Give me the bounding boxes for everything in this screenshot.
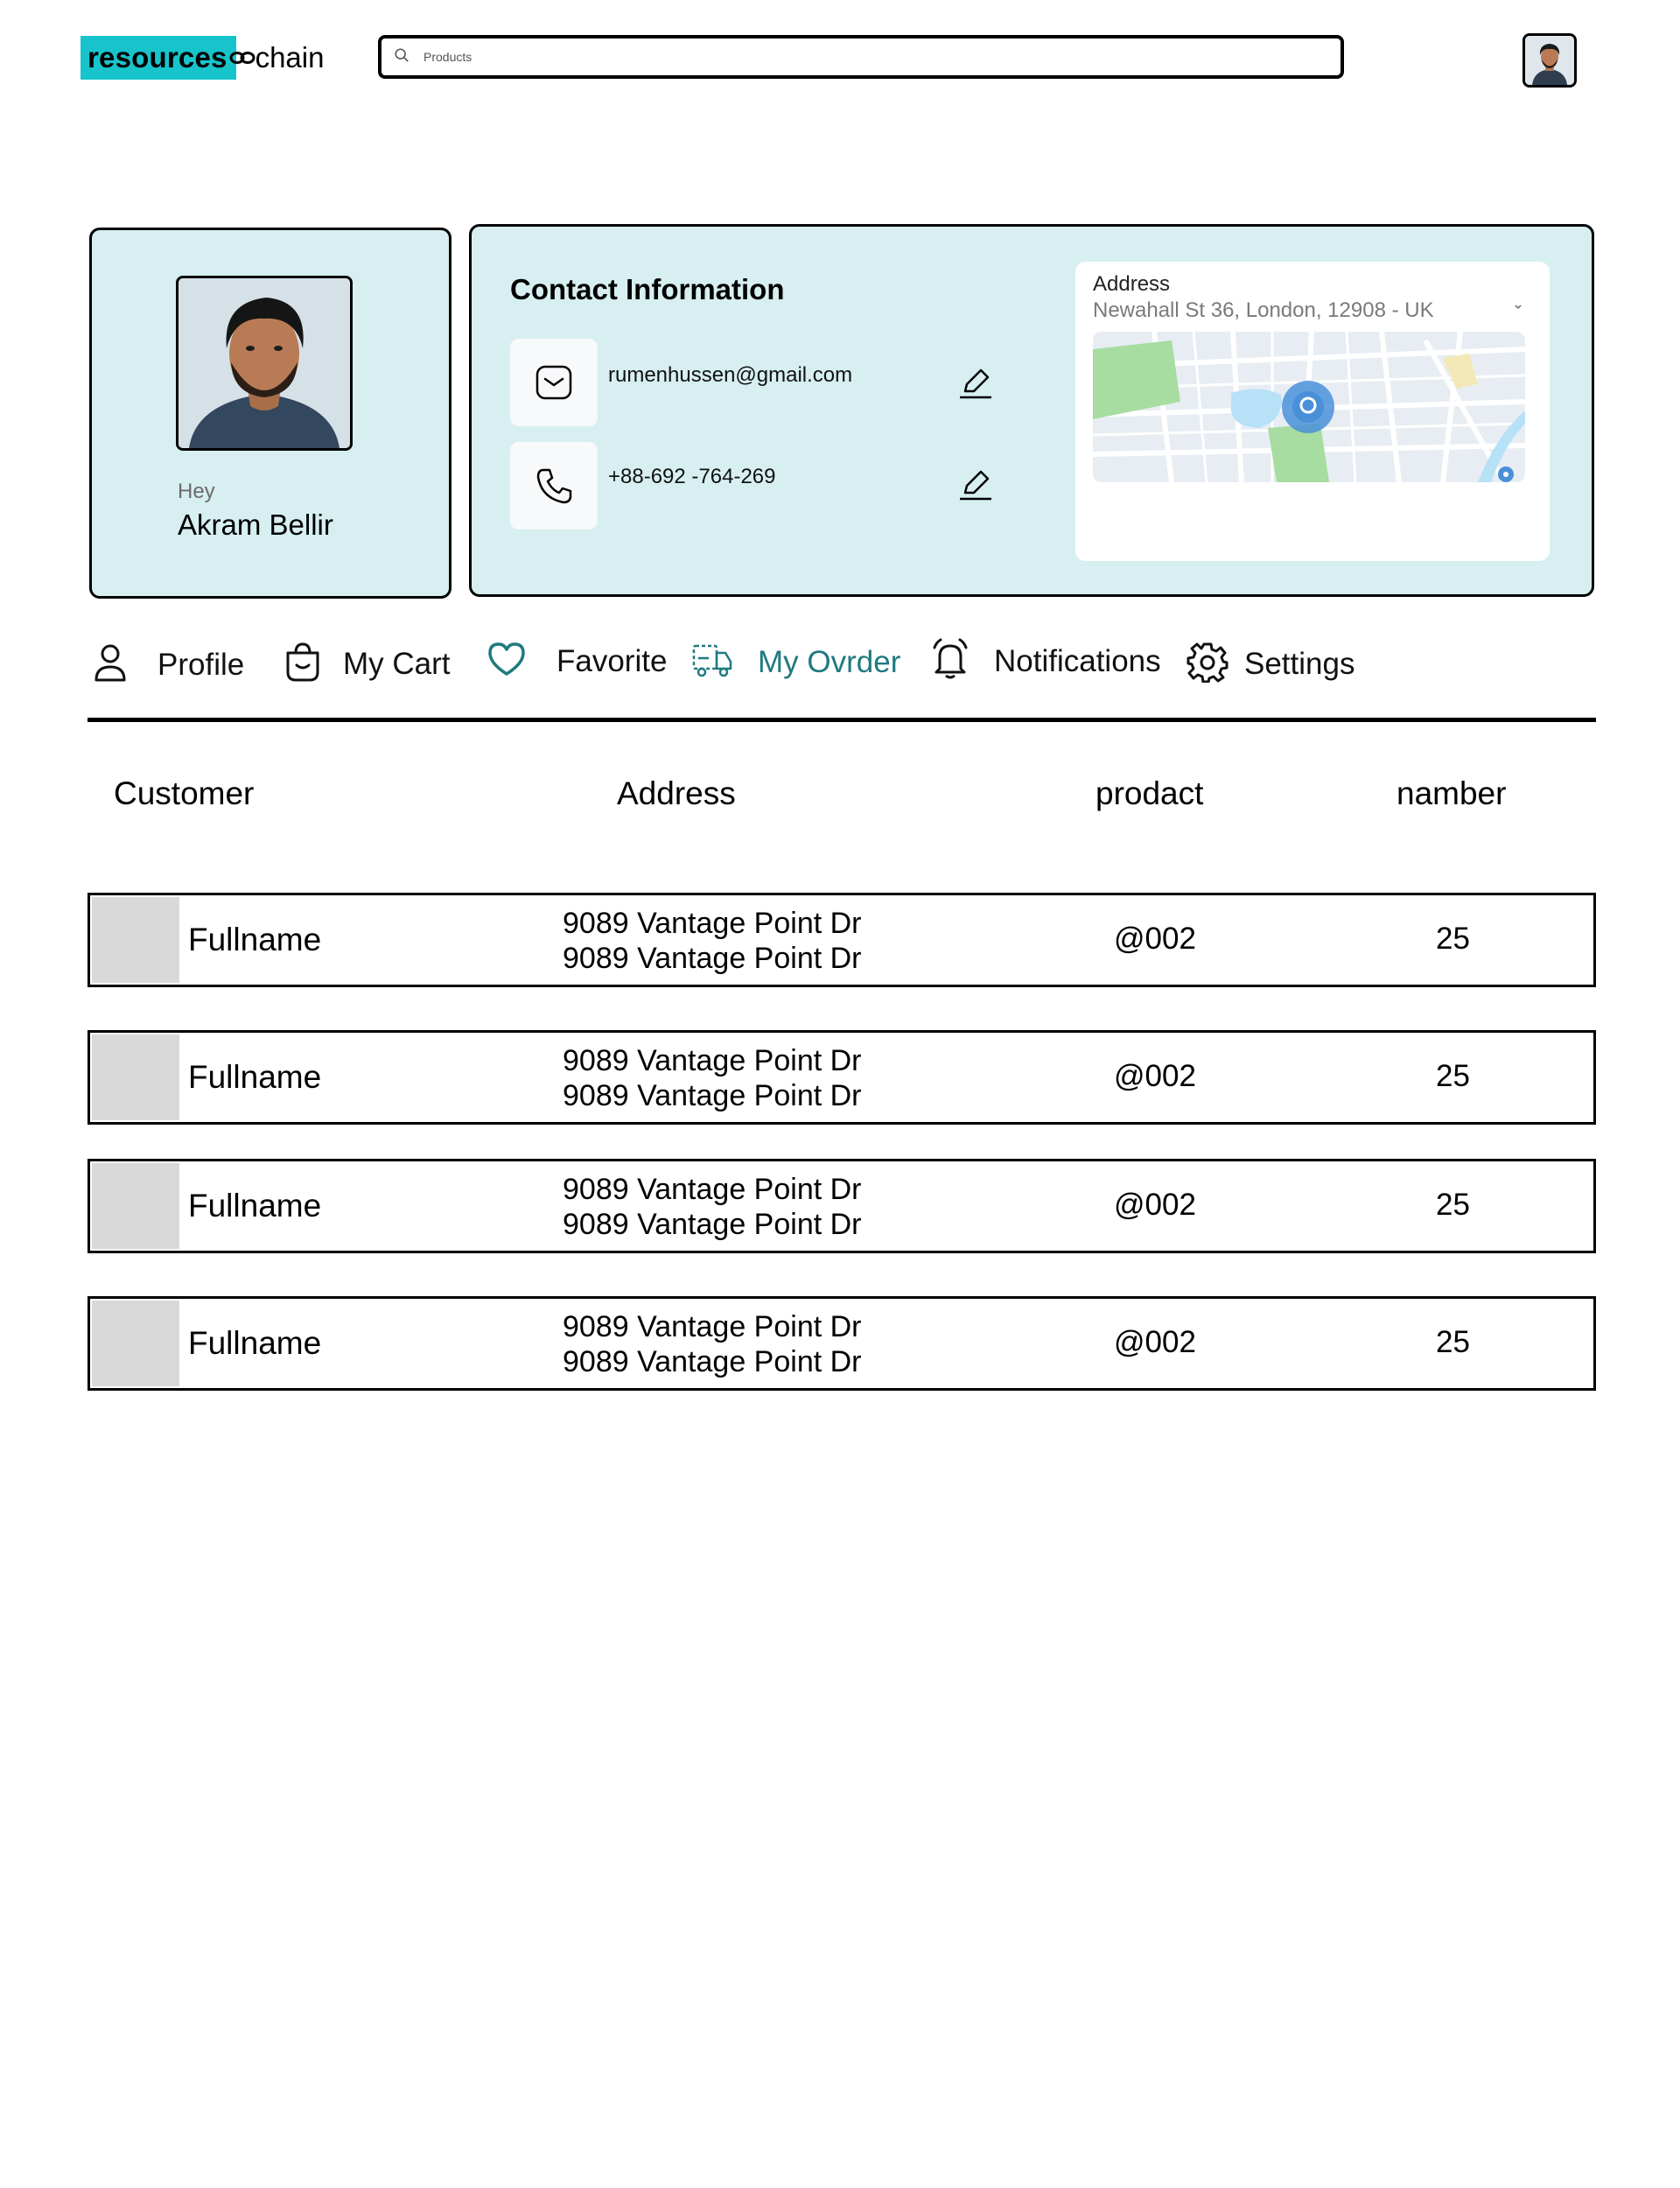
heart-icon bbox=[486, 641, 527, 682]
table-row[interactable] bbox=[88, 1030, 1596, 1125]
email-value: rumenhussen@gmail.com bbox=[608, 363, 853, 387]
truck-icon bbox=[691, 641, 733, 684]
contact-title: Contact Information bbox=[510, 273, 785, 305]
user-icon bbox=[93, 642, 128, 687]
row-address bbox=[563, 1043, 862, 1113]
logo-resources-text: resources bbox=[80, 36, 236, 80]
table-row[interactable] bbox=[88, 1159, 1596, 1253]
row-address-line1: 9089 Vantage Point Dr bbox=[563, 1044, 862, 1077]
address-panel[interactable] bbox=[1075, 262, 1550, 561]
phone-value: +88-692 -764-269 bbox=[608, 465, 776, 488]
profile-card bbox=[89, 228, 452, 599]
row-address bbox=[563, 1172, 862, 1242]
edit-email-button[interactable] bbox=[956, 363, 995, 402]
greeting-text: Hey bbox=[178, 480, 215, 503]
phone-icon bbox=[510, 442, 598, 529]
row-thumbnail bbox=[92, 1301, 179, 1386]
user-avatar[interactable] bbox=[1522, 33, 1577, 88]
nav-label-profile: Profile bbox=[158, 647, 245, 682]
chevron-down-icon[interactable] bbox=[1511, 300, 1525, 314]
nav-item-favorite[interactable] bbox=[486, 641, 667, 682]
row-product: @002 bbox=[1114, 922, 1196, 956]
gear-icon bbox=[1186, 641, 1228, 687]
row-address-line1: 9089 Vantage Point Dr bbox=[563, 907, 862, 940]
nav-item-profile[interactable] bbox=[93, 642, 244, 687]
table-row[interactable] bbox=[88, 1296, 1596, 1391]
row-number: 25 bbox=[1436, 1188, 1470, 1222]
row-fullname: Fullname bbox=[188, 1188, 322, 1224]
nav-item-settings[interactable] bbox=[1186, 641, 1354, 687]
row-address-line2: 9089 Vantage Point Dr bbox=[563, 942, 862, 975]
nav-item-notifications[interactable] bbox=[931, 637, 1161, 685]
nav-label-settings: Settings bbox=[1244, 646, 1355, 681]
nav-label-favorite: Favorite bbox=[556, 643, 668, 678]
row-product: @002 bbox=[1114, 1325, 1196, 1359]
address-label: Address bbox=[1093, 272, 1171, 296]
row-address-line1: 9089 Vantage Point Dr bbox=[563, 1310, 862, 1343]
row-address-line1: 9089 Vantage Point Dr bbox=[563, 1173, 862, 1206]
row-fullname: Fullname bbox=[188, 1059, 322, 1095]
row-fullname: Fullname bbox=[188, 1325, 322, 1361]
profile-name: Akram Bellir bbox=[178, 508, 333, 541]
row-address-line2: 9089 Vantage Point Dr bbox=[563, 1208, 862, 1241]
address-value: Newahall St 36, London, 12908 - UK bbox=[1093, 298, 1434, 322]
row-address bbox=[563, 906, 862, 976]
link-icon bbox=[229, 43, 256, 73]
contact-card bbox=[469, 224, 1594, 597]
row-address bbox=[563, 1309, 862, 1379]
row-thumbnail bbox=[92, 1034, 179, 1120]
row-number: 25 bbox=[1436, 1059, 1470, 1093]
nav-label-my-order: My Ovrder bbox=[758, 644, 901, 679]
row-thumbnail bbox=[92, 897, 179, 983]
row-product: @002 bbox=[1114, 1188, 1196, 1222]
search-icon bbox=[394, 47, 410, 67]
search-input[interactable] bbox=[424, 50, 1211, 64]
nav-item-my-order[interactable] bbox=[691, 641, 900, 684]
row-number: 25 bbox=[1436, 1325, 1470, 1359]
bag-icon bbox=[284, 641, 322, 687]
column-header-product: prodact bbox=[1096, 775, 1204, 811]
column-header-number: namber bbox=[1396, 775, 1507, 811]
location-map[interactable] bbox=[1093, 332, 1525, 482]
profile-photo bbox=[176, 276, 353, 451]
row-fullname: Fullname bbox=[188, 922, 322, 957]
edit-phone-button[interactable] bbox=[956, 465, 995, 503]
row-number: 25 bbox=[1436, 922, 1470, 956]
nav-label-notifications: Notifications bbox=[994, 643, 1161, 678]
nav-item-my-cart[interactable] bbox=[284, 641, 451, 687]
nav-label-my-cart: My Cart bbox=[343, 646, 451, 681]
row-thumbnail bbox=[92, 1163, 179, 1249]
row-address-line2: 9089 Vantage Point Dr bbox=[563, 1079, 862, 1112]
mail-icon bbox=[510, 339, 598, 426]
table-row[interactable] bbox=[88, 893, 1596, 987]
logo-chain-text: chain bbox=[255, 41, 325, 74]
bell-icon bbox=[931, 637, 970, 685]
row-product: @002 bbox=[1114, 1059, 1196, 1093]
search-bar[interactable] bbox=[378, 35, 1344, 79]
logo[interactable] bbox=[80, 35, 324, 81]
column-header-customer: Customer bbox=[114, 775, 255, 811]
nav-divider bbox=[88, 718, 1596, 722]
column-header-address: Address bbox=[617, 775, 736, 811]
row-address-line2: 9089 Vantage Point Dr bbox=[563, 1345, 862, 1378]
